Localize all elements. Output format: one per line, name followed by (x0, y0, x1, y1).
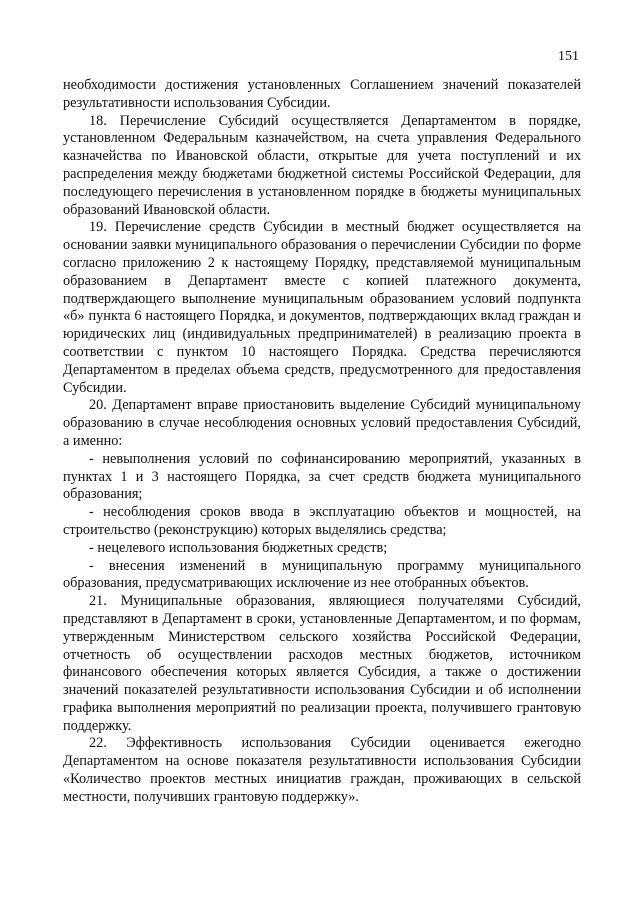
paragraph-18: 18. Перечисление Субсидий осуществляется Департаментом в порядке, установленном Федеральным казначейством, на счета управления Федерального казначейства по Ивановской области, открытые для учета поступлений и их распределения между бюджетами бюджетной системы Российской Федерации, для последующего перечисления в установленном порядке в бюджеты муниципальных образований Ивановской области. (63, 112, 581, 218)
page-number: 151 (558, 49, 579, 64)
paragraph-continuation: необходимости достижения установленных Соглашением значений показателей результативности использования Субсидии. (63, 77, 581, 111)
paragraph-19: 19. Перечисление средств Субсидии в местный бюджет осуществляется на основании заявки муниципального образования о перечислении Субсидии по форме согласно приложению 2 к настоящему Порядку, представляемой муниципальным образованием в Департамент вместе с копией платежного документа, подтверждающего выполнение муниципальным образованием условий подпункта «б» пункта 6 настоящего Порядка, и документов, подтверждающих вклад граждан и юридических лиц (индивидуальных предпринимателей) в реализацию проекта в соответствии с пунктом 10 настоящего Порядка. Средства перечисляются Департаментом в пределах объема средств, предусмотренного для предоставления Субсидии. (63, 219, 581, 396)
list-item-program-changes: - внесения изменений в муниципальную программу муниципального образования, предусматривающих исключение из нее отобранных объектов. (63, 557, 581, 592)
document-body (63, 77, 581, 807)
list-item-deadlines: - несоблюдения сроков ввода в эксплуатацию объектов и мощностей, на строительство (реконструкцию) которых выделялись средства; (63, 504, 581, 538)
list-item-misuse: - нецелевого использования бюджетных средств; (89, 539, 388, 556)
list-item-cofinancing: - невыполнения условий по софинансированию мероприятий, указанных в пунктах 1 и 3 настоящего Порядка, за счет средств бюджета муниципального образования; (63, 450, 581, 503)
paragraph-20: 20. Департамент вправе приостановить выделение Субсидий муниципальному образованию в случае несоблюдения основных условий предоставления Субсидий, а именно: (63, 397, 581, 449)
paragraph-22: 22. Эффективность использования Субсидии оценивается ежегодно Департаментом на основе показателя результативности использования Субсидии «Количество проектов местных инициатив граждан, проживающих в сельской местности, получивших грантовую поддержку». (63, 735, 581, 805)
paragraph-21: 21. Муниципальные образования, являющиеся получателями Субсидий, представляют в Департамент в сроки, установленные Департаментом, и по формам, утвержденным Министерством сельского хозяйства Российской Федерации, отчетность об осуществлении расходов местных бюджетов, источником финансового обеспечения которых является Субсидия, а также о достижении значений показателей результативности использования Субсидии и об исполнении графика выполнения мероприятий по реализации проекта, получившего грантовую поддержку. (63, 593, 581, 734)
